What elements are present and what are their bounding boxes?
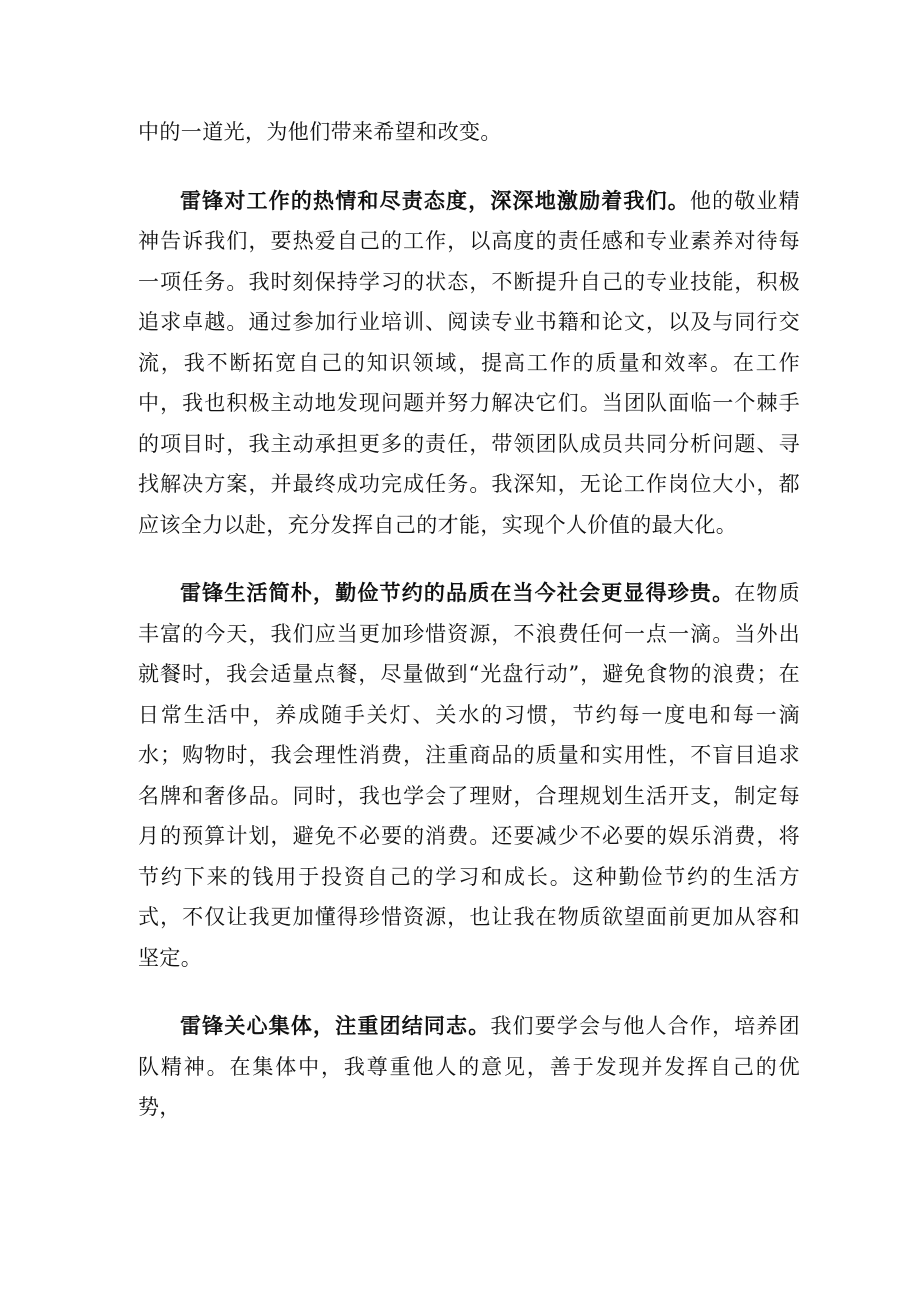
paragraph-body: 中的一道光，为他们带来希望和改变。	[138, 120, 502, 144]
paragraph-body: 我们要学会与他人合作，培养团队精神。在集体中，我尊重他人的意见，善于发现并发挥自己的优势，	[138, 1014, 800, 1119]
paragraph-lead: 雷锋对工作的热情和尽责态度，深深地激励着我们。	[180, 187, 690, 213]
paragraph-body: 在物质丰富的今天，我们应当更加珍惜资源，不浪费任何一点一滴。当外出就餐时，我会适量点餐，尽量做到“光盘行动”，避免食物的浪费；在日常生活中，养成随手关灯、关水的习惯，节约每一度电和每一滴水；购物时，我会理性消费，注重商品的质量和实用性，不盲目追求名牌和奢侈品。同时，我也学会了理财，合理规划生活开支，制定每月的预算计划，避免不必要的消费。还要减少不必要的娱乐消费，将节约下来的钱用于投资自己的学习和成长。这种勤俭节约的生活方式，不仅让我更加懂得珍惜资源，也让我在物质欲望面前更加从容和坚定。	[138, 581, 801, 970]
paragraph-collective	[138, 1006, 800, 1128]
paragraph-lead: 雷锋生活简朴，勤俭节约的品质在当今社会更显得珍贵。	[180, 580, 735, 605]
paragraph-work-attitude	[138, 181, 800, 546]
paragraph-frugality	[138, 573, 800, 978]
paragraph-continuation	[138, 112, 800, 153]
document-body	[138, 112, 800, 1156]
paragraph-lead: 雷锋关心集体，注重团结同志。	[180, 1013, 491, 1038]
paragraph-body: 他的敬业精神告诉我们，要热爱自己的工作，以高度的责任感和专业素养对待每一项任务。我时刻保持学习的状态，不断提升自己的专业技能，积极追求卓越。通过参加行业培训、阅读专业书籍和论文，以及与同行交流，我不断拓宽自己的知识领域，提高工作的质量和效率。在工作中，我也积极主动地发现问题并努力解决它们。当团队面临一个棘手的项目时，我主动承担更多的责任，带领团队成员共同分析问题、寻找解决方案，并最终成功完成任务。我深知，无论工作岗位大小，都应该全力以赴，充分发挥自己的才能，实现个人价值的最大化。	[138, 188, 801, 537]
